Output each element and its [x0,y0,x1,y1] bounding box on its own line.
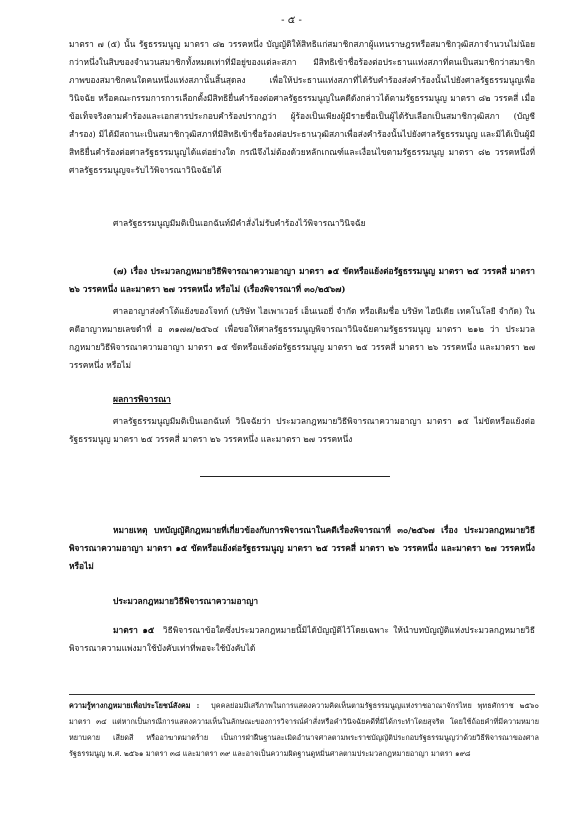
section-divider [200,476,390,477]
section-text: วิธีพิจารณาข้อใดซึ่งประมวลกฎหมายนี้มิได้บัญญัติไว้โดยเฉพาะ ให้นำบทบัญญัติแห่งประมวลกฎหมายวิธีพิจารณาความแพ่งมาใช้บังคับเท่าที่พอจะใช้บังคับได้ [69,625,535,653]
result-heading: ผลการพิจารณา [113,395,171,405]
note-paragraph: หมายเหตุ บทบัญญัติกฎหมายที่เกี่ยวข้องกับการพิจารณาในคดีเรื่องพิจารณาที่ ๓๐/๒๕๖๗ เรื่อง ประมวลกฎหมายวิธีพิจารณาความอาญา มาตรา ๑๕ ขัดหรือแย้งต่อรัฐธรรมนูญ มาตรา ๒๕ วรรคสี่ มาตรา ๒๖ วรรคหนึ่ง และมาตรา ๒๗ วรรคหนึ่ง หรือไม่ [69,525,535,571]
footer-text: บุคคลย่อมมีเสรีภาพในการแสดงความคิดเห็นตามรัฐธรรมนูญแห่งราชอาณาจักรไทย พุทธศักราช ๒๕๖๐ มาตรา ๓๔ แต่หากเป็นกรณีการแสดงความเห็นในลักษณะของการวิจารณ์คำสั่งหรือคำวินิจฉัยคดีที่มิได้กระทำโดยสุจริต โดยใช้ถ้อยคำที่มีความหมายหยาบคาย เสียดสี หรืออาฆาตมาดร้าย เป็นการฝ่าฝืนฐานละเมิดอำนาจศาลตามพระราชบัญญัติประกอบรัฐธรรมนูญว่าด้วยวิธีพิจารณาของศาลรัฐธรรมนูญ พ.ศ. ๒๕๖๑ มาตรา ๓๘ และมาตรา ๓๙ และอาจเป็นความผิดฐานดูหมิ่นศาลตามประมวลกฎหมายอาญา มาตรา ๑๙๘ [69,701,540,758]
case-body: ศาลอาญาส่งคำโต้แย้งของโจทก์ (บริษัท ไฮเพาเวอร์ เอ็นเนอยี่ จำกัด หรือเดิมชื่อ บริษัท ไฮบีเดีย เทคโนโลยี จำกัด) ในคดีอาญาหมายเลขดำที่ อ ๓๑๗๗/๒๕๖๔ เพื่อขอให้ศาลรัฐธรรมนูญพิจารณาวินิจฉัยตามรัฐธรรมนูญ มาตรา ๒๑๒ ว่า ประมวลกฎหมายวิธีพิจารณาความอาญา มาตรา ๑๕ ขัดหรือแย้งต่อรัฐธรรมนูญ มาตรา ๒๕ วรรคสี่ มาตรา ๒๖ วรรคหนึ่ง และมาตรา ๒๗ วรรคหนึ่ง หรือไม่ [69,306,535,370]
paragraph-2: ศาลรัฐธรรมนูญมีมติเป็นเอกฉันท์มีคำสั่งไม่รับคำร้องไว้พิจารณาวินิจฉัย [113,218,366,228]
result-body: ศาลรัฐธรรมนูญมีมติเป็นเอกฉันท์ วินิจฉัยว่า ประมวลกฎหมายวิธีพิจารณาความอาญา มาตรา ๑๕ ไม่ขัดหรือแย้งต่อรัฐธรรมนูญ มาตรา ๒๕ วรรคสี่ มาตรา ๒๖ วรรคหนึ่ง และมาตรา ๒๗ วรรคหนึ่ง [69,416,535,444]
footer-divider [69,694,535,695]
footer-note [69,698,539,762]
section-label: มาตรา ๑๕ [113,625,155,635]
paragraph-1: มาตรา ๗ (๕) นั้น รัฐธรรมนูญ มาตรา ๘๒ วรรคหนึ่ง บัญญัติให้สิทธิแก่สมาชิกสภาผู้แทนราษฎรหรือสมาชิกวุฒิสภาจำนวนไม่น้อยกว่าหนึ่งในสิบของจำนวนสมาชิกทั้งหมดเท่าที่มีอยู่ของแต่ละสภา มีสิทธิเข้าชื่อร้องต่อประธานแห่งสภาที่ตนเป็นสมาชิกว่าสมาชิกภาพของสมาชิกคนใดคนหนึ่งแห่งสภานั้นสิ้นสุดลง เพื่อให้ประธานแห่งสภาที่ได้รับคำร้องส่งคำร้องนั้นไปยังศาลรัฐธรรมนูญเพื่อวินิจฉัย หรือคณะกรรมการการเลือกตั้งมีสิทธิยื่นคำร้องต่อศาลรัฐธรรมนูญในคดีดังกล่าวได้ตามรัฐธรรมนูญ มาตรา ๘๒ วรรคสี่ เมื่อข้อเท็จจริงตามคำร้องและเอกสารประกอบคำร้องปรากฏว่า ผู้ร้องเป็นเพียงผู้มีรายชื่อเป็นผู้ได้รับเลือกเป็นสมาชิกวุฒิสภา (บัญชีสำรอง) มิได้มีสถานะเป็นสมาชิกวุฒิสภาที่มีสิทธิเข้าชื่อร้องต่อประธานวุฒิสภาเพื่อส่งคำร้องนั้นไปยังศาลรัฐธรรมนูญ และมิได้เป็นผู้มีสิทธิยื่นคำร้องต่อศาลรัฐธรรมนูญได้แต่อย่างใด กรณีจึงไม่ต้องด้วยหลักเกณฑ์และเงื่อนไขตามรัฐธรรมนูญ มาตรา ๘๒ วรรคหนึ่งที่ศาลรัฐธรรมนูญจะรับไว้พิจารณาวินิจฉัยได้ [69,39,535,175]
page-number: - ๕ - [281,15,302,26]
case-heading: (๗) เรื่อง ประมวลกฎหมายวิธีพิจารณาความอาญา มาตรา ๑๕ ขัดหรือแย้งต่อรัฐธรรมนูญ มาตรา ๒๕ วรรคสี่ มาตรา ๒๖ วรรคหนึ่ง และมาตรา ๒๗ วรรคหนึ่ง หรือไม่ (เรื่องพิจารณาที่ ๓๐/๒๕๖๗) [69,266,535,294]
footer-label: ความรู้ทางกฎหมายเพื่อประโยชน์สังคม : [69,701,200,710]
law-title: ประมวลกฎหมายวิธีพิจารณาความอาญา [113,596,259,606]
section-paragraph [69,621,535,657]
